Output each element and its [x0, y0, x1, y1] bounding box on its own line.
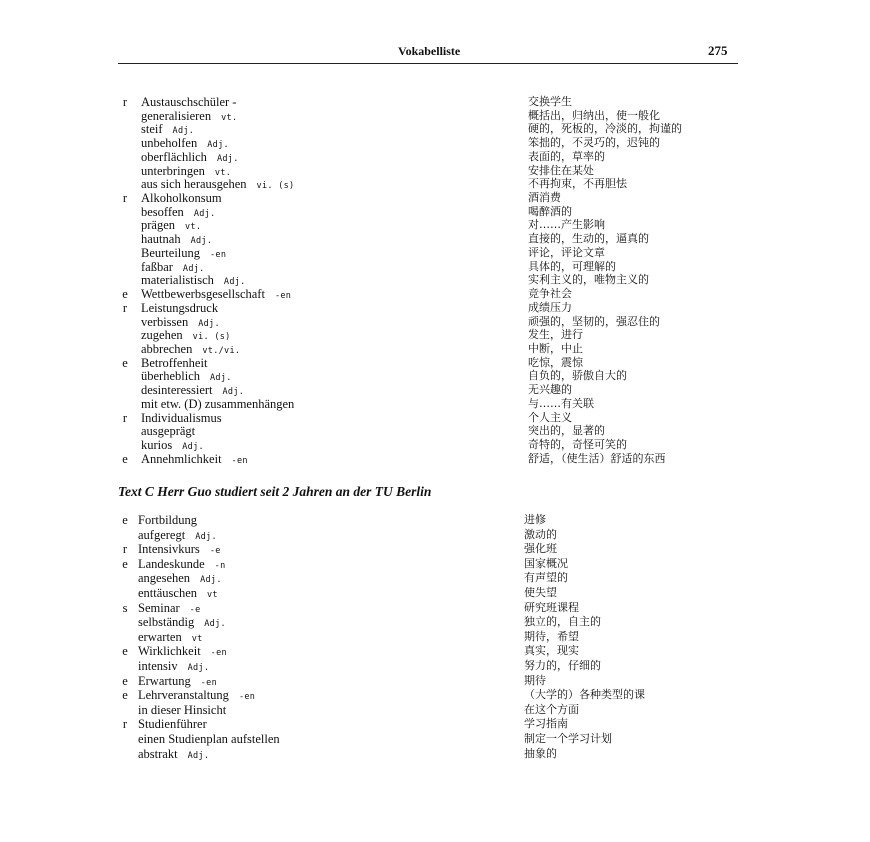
term-text: Fortbildung: [138, 513, 198, 527]
term-text: Wettbewerbsgesellschaft: [141, 287, 265, 302]
chinese-translation: 对……产生影响: [528, 218, 605, 232]
chinese-translation: （大学的）各种类型的课: [524, 688, 645, 702]
chinese-translation: 中断，中止: [528, 341, 583, 355]
term-text: Studienführer: [138, 717, 207, 732]
term-text: erwarten: [138, 629, 182, 644]
term-text: enttäuschen: [138, 586, 198, 600]
chinese-translation: 无兴趣的: [528, 383, 572, 397]
grammar-note: -en: [200, 677, 218, 688]
grammar-note: Adj.: [182, 442, 204, 452]
term-text: Austauschschüler -: [141, 95, 237, 109]
german-term: [138, 674, 217, 690]
chinese-translation: 强化班: [524, 542, 557, 556]
article-marker: r: [122, 542, 128, 557]
grammar-note: vt: [191, 633, 203, 644]
article-marker: e: [122, 355, 128, 370]
vocab-entry: [0, 150, 870, 164]
article-marker: r: [122, 95, 128, 109]
chinese-translation: 真实，现实: [524, 644, 579, 658]
chinese-translation: 发生，进行: [528, 328, 583, 342]
chinese-translation: 顽强的，坚韧的，强忍住的: [528, 314, 660, 328]
german-term: [138, 644, 227, 660]
grammar-note: Adj.: [198, 318, 220, 329]
vocab-entry: [0, 513, 870, 527]
chinese-translation: 突出的，显著的: [528, 424, 605, 438]
chinese-translation: 评论，评论文章: [528, 245, 605, 259]
vocab-entry: [0, 397, 870, 411]
vocab-entry: [0, 571, 870, 585]
term-text: Erwartung: [138, 673, 191, 688]
chinese-translation: 实利主义的，唯物主义的: [528, 273, 649, 287]
chinese-translation: 国家概况: [524, 556, 568, 570]
vocab-entry: [0, 218, 870, 232]
term-text: Beurteilung: [141, 245, 201, 260]
chinese-translation: 概括出，归纳出，使一般化: [528, 108, 660, 122]
term-text: kurios: [141, 438, 173, 452]
chinese-translation: 奇特的，奇怪可笑的: [528, 438, 627, 451]
article-marker: r: [122, 300, 128, 315]
term-text: Intensivkurs: [138, 542, 200, 557]
german-term: [138, 586, 218, 602]
term-text: Betroffenheit: [141, 355, 208, 370]
chinese-translation: 吃惊，震惊: [528, 355, 583, 369]
term-text: abstrakt: [138, 746, 178, 761]
term-text: aufgeregt: [138, 527, 186, 542]
article-marker: e: [122, 287, 128, 302]
chinese-translation: 竞争社会: [528, 287, 572, 301]
german-term: [138, 630, 203, 646]
vocab-entry: [0, 232, 870, 246]
grammar-note: -e: [189, 604, 201, 615]
vocab-entry: [0, 260, 870, 274]
term-text: ausgeprägt: [141, 424, 196, 439]
chinese-translation: 笨拙的，不灵巧的，迟钝的: [528, 136, 660, 150]
grammar-note: Adj.: [195, 531, 217, 542]
vocab-entry: [0, 688, 870, 702]
article-marker: e: [122, 688, 128, 703]
vocab-entry: [0, 95, 870, 109]
german-term: [138, 688, 255, 704]
vocab-entry: [0, 528, 870, 542]
term-text: materialistisch: [141, 273, 214, 288]
chinese-translation: 具体的，可理解的: [528, 259, 616, 273]
page-header: [118, 44, 738, 64]
grammar-note: vt./vi.: [202, 345, 241, 356]
term-text: Lehrveranstaltung: [138, 688, 229, 703]
chinese-translation: 期待，希望: [524, 629, 579, 643]
vocab-entry: [0, 342, 870, 356]
grammar-note: -en: [274, 291, 292, 302]
grammar-note: Adj.: [200, 575, 222, 586]
article-marker: e: [122, 644, 128, 659]
vocab-entry: [0, 601, 870, 615]
german-term: [141, 452, 248, 468]
chinese-translation: 安排住在某处: [528, 163, 594, 177]
vocab-entry: [0, 273, 870, 287]
term-text: Seminar: [138, 600, 180, 615]
article-marker: s: [122, 600, 128, 615]
term-text: verbissen: [141, 314, 189, 329]
german-term: [138, 732, 290, 748]
term-text: abbrechen: [141, 341, 193, 356]
vocab-entry: [0, 630, 870, 644]
chinese-translation: 抽象的: [524, 746, 557, 760]
page-number: 275: [708, 43, 728, 58]
chinese-translation: 自负的，骄傲自大的: [528, 369, 627, 383]
vocab-entry: [0, 411, 870, 425]
vocab-entry: [0, 177, 870, 191]
chinese-translation: 进修: [524, 513, 546, 526]
vocab-entry: [0, 301, 870, 315]
vocab-entry: [0, 615, 870, 629]
grammar-note: -en: [231, 455, 248, 466]
grammar-note: Adj.: [204, 619, 226, 630]
vocab-entry: [0, 109, 870, 123]
chinese-translation: 使失望: [524, 586, 557, 599]
grammar-note: vt.: [214, 167, 232, 178]
grammar-note: vt.: [185, 222, 202, 233]
vocab-entry: [0, 438, 870, 452]
article-marker: e: [122, 673, 128, 688]
term-text: unbeholfen: [141, 136, 198, 151]
chinese-translation: 直接的，生动的，逼真的: [528, 232, 649, 246]
vocab-entry: [0, 191, 870, 205]
vocab-entry: [0, 369, 870, 383]
vocab-entry: [0, 122, 870, 136]
term-text: aus sich herausgehen: [141, 177, 247, 192]
vocab-entry: [0, 659, 870, 673]
grammar-note: -e: [209, 546, 221, 557]
vocab-entry: [0, 452, 870, 466]
term-text: angesehen: [138, 571, 191, 586]
vocab-entry: [0, 717, 870, 731]
chinese-translation: 有声望的: [524, 571, 568, 585]
term-text: oberflächlich: [141, 149, 207, 164]
german-term: [138, 703, 236, 719]
vocab-entry: [0, 747, 870, 761]
chinese-translation: 硬的，死板的，冷淡的，拘谨的: [528, 122, 682, 136]
chinese-translation: 表面的，草率的: [528, 149, 605, 163]
chinese-translation: 独立的，自主的: [524, 615, 601, 629]
term-text: mit etw. (D) zusammenhängen: [141, 396, 295, 411]
chinese-translation: 成绩压力: [528, 300, 572, 314]
term-text: Wirklichkeit: [138, 644, 201, 659]
chinese-translation: 在这个方面: [524, 702, 579, 716]
grammar-note: Adj.: [216, 153, 239, 164]
grammar-note: Adj.: [182, 263, 205, 274]
term-text: desinteressiert: [141, 383, 213, 398]
chinese-translation: 酒消费: [528, 191, 561, 205]
vocab-entry: [0, 287, 870, 301]
german-term: [138, 528, 217, 544]
term-text: generalisieren: [141, 108, 212, 123]
term-text: unterbringen: [141, 163, 205, 178]
grammar-note: Adj.: [190, 236, 213, 247]
chinese-translation: 激动的: [524, 527, 557, 541]
grammar-note: vi. (s): [256, 181, 295, 192]
article-marker: r: [122, 717, 128, 732]
term-text: faßbar: [141, 259, 173, 274]
grammar-note: vt.: [221, 112, 238, 123]
vocab-entry: [0, 164, 870, 178]
chinese-translation: 舒适，（使生活）舒适的东西: [528, 451, 666, 465]
vocab-entry: [0, 424, 870, 438]
term-text: hautnah: [141, 232, 181, 247]
grammar-note: -en: [210, 249, 227, 260]
term-text: Landeskunde: [138, 556, 205, 571]
term-text: einen Studienplan aufstellen: [138, 732, 280, 746]
header-rule: [118, 63, 738, 64]
grammar-note: -n: [214, 560, 226, 571]
chinese-translation: 与……有关联: [528, 396, 594, 410]
vocab-entry: [0, 356, 870, 370]
grammar-note: Adj.: [187, 663, 210, 673]
term-text: prägen: [141, 218, 176, 233]
article-marker: r: [122, 410, 128, 425]
article-marker: e: [122, 513, 128, 527]
vocab-entry: [0, 542, 870, 556]
chinese-translation: 期待: [524, 673, 546, 687]
term-text: Alkoholkonsum: [141, 191, 222, 206]
grammar-note: vt: [207, 590, 218, 600]
chinese-translation: 个人主义: [528, 410, 572, 424]
grammar-note: Adj.: [223, 277, 246, 288]
chinese-translation: 学习指南: [524, 717, 568, 731]
vocab-entry: [0, 644, 870, 658]
vocab-entry: [0, 557, 870, 571]
grammar-note: Adj.: [222, 387, 245, 398]
term-text: besoffen: [141, 204, 184, 219]
grammar-note: Adj.: [172, 126, 195, 137]
term-text: steif: [141, 122, 163, 137]
vocab-entry: [0, 383, 870, 397]
text-c-heading: Text C Herr Guo studiert seit 2 Jahren an der TU Berlin: [118, 484, 432, 499]
term-text: Individualismus: [141, 410, 222, 425]
grammar-note: vi. (s): [192, 332, 231, 343]
german-term: [138, 747, 209, 763]
grammar-note: Adj.: [193, 208, 216, 219]
grammar-note: -en: [210, 648, 227, 659]
vocab-entry: [0, 246, 870, 260]
vocab-entry: [0, 315, 870, 329]
article-marker: e: [122, 451, 128, 466]
german-term: [138, 513, 207, 529]
vocab-entry: [0, 674, 870, 688]
chinese-translation: 交换学生: [528, 95, 572, 108]
chinese-translation: 努力的，仔细的: [524, 659, 601, 672]
vocab-entry: [0, 586, 870, 600]
term-text: überheblich: [141, 369, 201, 384]
term-text: zugehen: [141, 328, 183, 343]
vocab-entry: [0, 205, 870, 219]
running-title: Vokabelliste: [398, 44, 461, 58]
german-term: [138, 601, 201, 617]
german-term: [138, 557, 226, 573]
vocab-entry: [0, 328, 870, 342]
term-text: Leistungsdruck: [141, 300, 219, 315]
german-term: [138, 659, 209, 675]
chinese-translation: 研究班课程: [524, 600, 579, 614]
chinese-translation: 不再拘束，不再胆怯: [528, 177, 627, 191]
article-marker: e: [122, 556, 128, 571]
grammar-note: Adj.: [207, 140, 229, 151]
grammar-note: Adj.: [187, 750, 210, 761]
chinese-translation: 喝醉酒的: [528, 204, 572, 218]
german-term: [138, 615, 226, 631]
german-term: [138, 717, 217, 733]
term-text: selbständig: [138, 615, 195, 630]
vocab-entry: [0, 732, 870, 746]
term-text: in dieser Hinsicht: [138, 702, 227, 717]
german-term: [138, 571, 222, 587]
chinese-translation: 制定一个学习计划: [524, 732, 612, 745]
grammar-note: -en: [238, 692, 256, 703]
grammar-note: Adj.: [210, 373, 232, 384]
term-text: Annehmlichkeit: [141, 451, 222, 466]
vocab-entry: [0, 703, 870, 717]
article-marker: r: [122, 191, 128, 206]
german-term: [138, 542, 221, 558]
term-text: intensiv: [138, 659, 178, 673]
vocab-entry: [0, 136, 870, 150]
